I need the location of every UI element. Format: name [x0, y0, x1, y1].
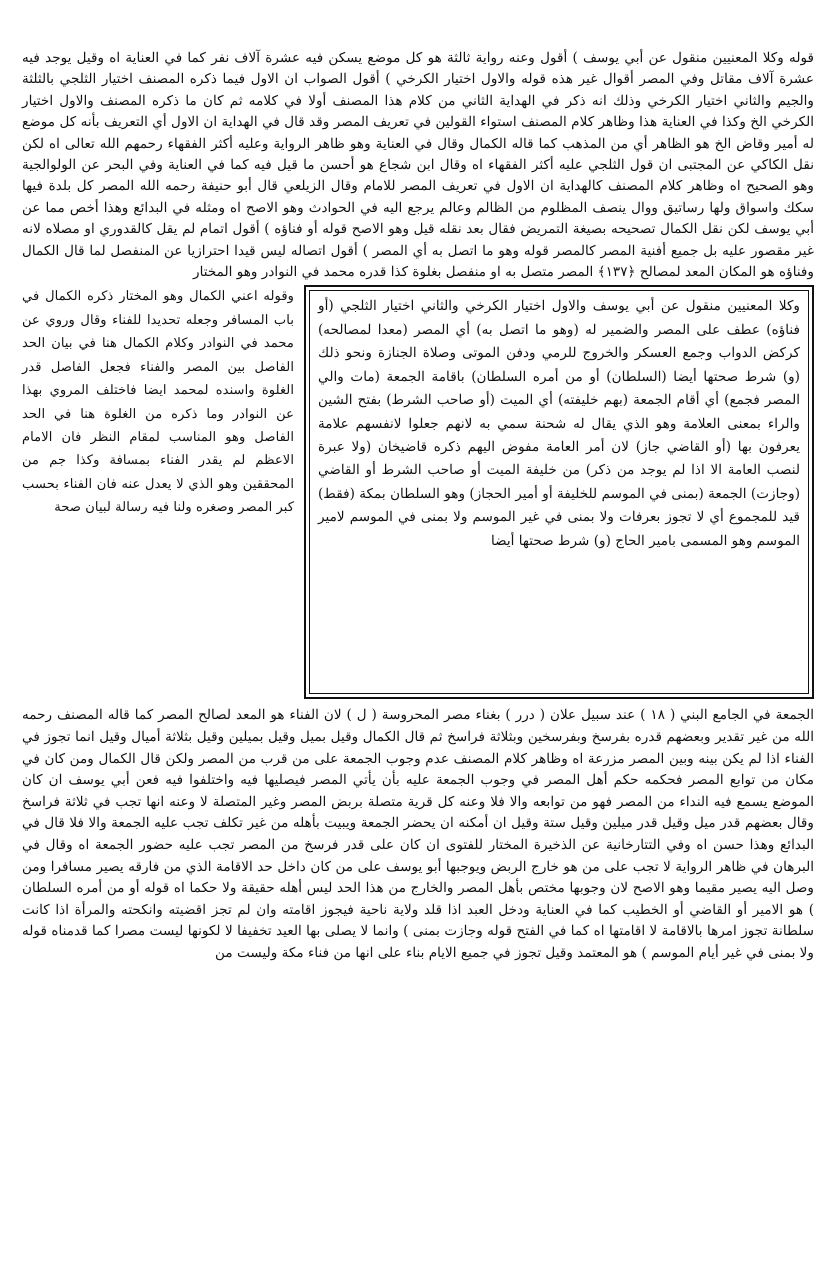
main-text-box: [304, 285, 814, 699]
document-page: [22, 48, 814, 1108]
side-commentary: وقوله اعني الكمال وهو المختار ذكره الكمال في باب المسافر وجعله تحديدا للفناء وقال وروي عن محمد في النوادر وكلام الكمال هنا في بيان الحد الفاصل بين المصر والفناء فجعل الفاصل قدر الغلوة واسنده لمحمد ايضا فاختلف المروي بهذا عن النوادر وما ذكره من الغلوة هنا في الحد الفاصل وهو المناسب لمقام النظر فان الامام الاعظم لم يقدر الفناء بمسافة وكذا جم من المحققين وهو الذي لا يعدل عنه فان الفناء بحسب كبر المصر وصغره ولنا فيه رسالة لبيان صحة: [22, 289, 294, 516]
main-text: وكلا المعنيين منقول عن أبي يوسف والاول اختيار الكرخي والثاني اختيار الثلجي (أو فناؤه) عطف على المصر والضمير له (وهو ما اتصل به) أي المصر (معدا لمصالحه) كركض الدواب وجمع العسكر والخروج للرمي ودفن الموتى وصلاة الجنازة ونحو ذلك (و) شرط صحتها أيضا (السلطان) أو من أمره السلطان) باقامة الجمعة (مات والي المصر فجمع) أي أقام الجمعة (بهم خليفته) أي الميت (أو صاحب الشرط) بفتح الشين والراء بمعنى العلامة وهو الذي يقال له شحنة سمي به لانهم جعلوا لانفسهم علامة يعرفون بها (أو القاضي جاز) لان أمر العامة مفوض اليهم ذكره قاضيخان (ولا عبرة لنصب العامة الا اذا لم يوجد من ذكر) من خليفة الميت أو صاحب الشرط أو القاضي (وجازت) الجمعة (بمنى في الموسم للخليفة أو أمير الحجاز) وهو السلطان بمكة (فقط) قيد للمجموع أي لا تجوز بعرفات ولا بمنى في غير الموسم ولا بمنى في الموسم لامير الموسم وهو المسمى بامير الحاج (و) شرط صحتها أيضا: [309, 290, 809, 694]
bottom-paragraph: الجمعة في الجامع البني ( ١٨ ) عند سبيل علان ( درر ) بغناء مصر المحروسة ( ل ) لان الفناء هو المعد لصالح المصر كما قاله المصنف رحمه الله من غير تقدير وبعضهم قدره بفرسخ وبفرسخين وبثلاثة فراسخ ثم قال الكمال وقيل بميل وقيل بميلين وقيل بثلاثة أميال وقيل انما تجوز في الفناء اذا لم يكن بينه وبين المصر مزرعة اه وظاهر كلام المصنف عدم وجوب الجمعة على من قرب من المصر ولكن قال الكمال ومن كان في مكان من توابع المصر فحكمه حكم أهل المصر في وجوب الجمعة عليه بأن يأتي المصر فيصليها فيه واختلفوا فيه فعن أبي يوسف ان كان الموضع يسمع فيه النداء من المصر فهو من توابعه والا فلا وعنه كل قرية متصلة بربض المصر وغير المتصلة لا وعنه انها تجب في ثلاثة فراسخ وقال بعضهم قدر ميل وقيل قدر ميلين وقيل ستة وقيل ان أمكنه ان يحضر الجمعة ويبيت بأهله من غير تكلف تجب عليه الجمعة والا فلا قال في البدائع وهذا حسن اه وفي التتارخانية عن الذخيرة المختار للفتوى ان كان على قدر فرسخ من المصر تجب عليه حضور الجمعة اه وقال في البرهان في ظاهر الرواية لا تجب على من هو خارج الربض ويوجبها أبو يوسف على من كان داخل حد الاقامة الذي من فارقه يصير مسافرا ومن وصل اليه يصير مقيما وهو الاصح لان وجوبها مختص بأهل المصر والخارج من هذا الحد ليس أهله حقيقة ولا حكما اه قوله أو من أمره السلطان ) هو الامير أو القاضي أو الخطيب كما في العناية ودخل العبد اذا قلد ولاية ناحية فيجوز اقامته وان لم تجز اقضيته وانكحته والمرأة اذا كانت سلطانة تجوز امرها بالاقامة لا اقامتها اه كما في الفتح قوله وجازت بمنى ) وانما لا يصلى بها العيد تخفيفا لا لكونها ليست مصرا كما قدمناه قوله ولا بمنى في غير أيام الموسم ) هو المعتمد وقيل تجوز في جميع الايام بناء على انها من فناء مكة وليست من: [22, 707, 814, 961]
top-paragraph: قوله وكلا المعنيين منقول عن أبي يوسف ) أقول وعنه رواية ثالثة هو كل موضع يسكن فيه عشرة آلاف نفر كما في العناية اه وقيل يوجد فيه عشرة آلاف مقاتل وفي المصر أقوال غير هذه قوله والاول اختيار الكرخي ) أقول الصواب ان الاول فيما ذكره المصنف اختيار الثلجي بالثلثة والجيم والثاني اختيار الكرخي وذلك انه ذكر في الهداية الثاني من كلام هذا المصنف أولا في كلامه ثم كان ما ذكره المصنف والاول اختيار الكرخي الخ وكذا في العناية هذا وظاهر كلام المصنف استواء القولين في تعريف المصر وقد قال في الهداية ان الاول أي التعريف بأنه كل موضع له أمير وقاض الخ هو الظاهر أي من المذهب كما قاله الكمال وقال في العناية وهو ظاهر الرواية وعليه أكثر الفقهاء رحمهم الله تعالى اه لكن نقل الكاكي عن المجتبى ان قول الثلجي عليه أكثر الفقهاء اه وقال ابن شجاع هو أحسن ما قيل فيه كما في العناية وفي البحر عن الولوالجية وهو الصحيح اه وظاهر كلام المصنف كالهداية ان الاول في تعريف المصر للامام وقال الزيلعي قال أبو حنيفة رحمه الله المصر كل بلدة فيها سكك واسواق ولها رساتيق ووال ينصف المظلوم من الظالم وعالم يرجع اليه في الحوادث وهو الاصح اه ومثله في البدائع وهذا أخص مما عن أبي يوسف لكن نقل الكمال تصحيحه بصيغة التمريض فقال بعد نقله قيل وهو الاصح قوله أو فناؤه ) أقول اتمام لم يقل كالقدوري او مصلاه لانه غير مقصور عليه بل جميع أفنية المصر كالمصر قوله وهو ما اتصل به أي المصر ) أقول اتصاله ليس قيدا احترازيا عن المنفصل لما قال الكمال وفناؤه هو المكان المعد لمصالح ﴿١٣٧﴾ المصر متصل به او منفصل بغلوة كذا قدره محمد في النوادر وهو المختار: [22, 50, 814, 281]
middle-section: [22, 285, 814, 705]
